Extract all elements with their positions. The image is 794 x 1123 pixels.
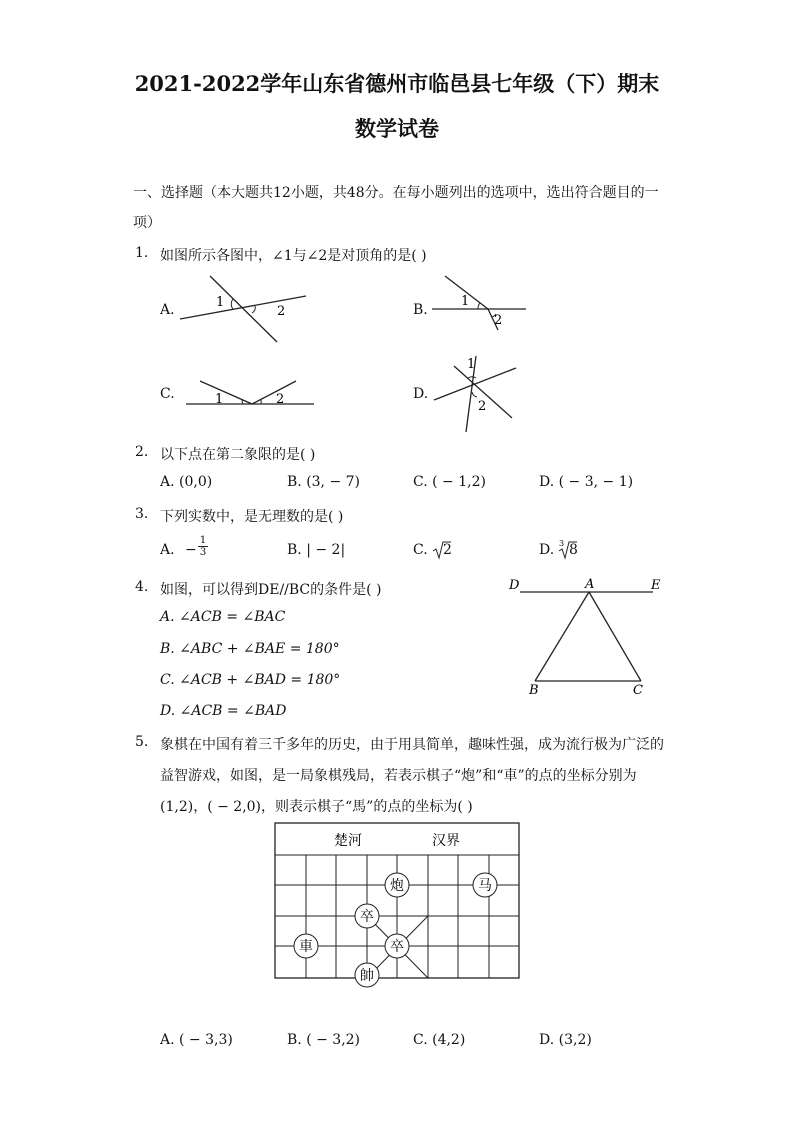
q5-line-3: (1,2)，( − 2,0)，则表示棋子“馬”的点的坐标为( ) (160, 799, 473, 815)
q4-figure (505, 572, 675, 702)
q1b-label-2: 2 (494, 313, 503, 328)
piece-ju (294, 934, 318, 958)
q2-option-b: B. (3, − 7) (287, 474, 361, 490)
board-river-right: 汉界 (432, 833, 460, 849)
q5-option-c: C. (4,2) (413, 1032, 466, 1048)
q4-point-b: B (529, 683, 539, 698)
piece-pao (385, 873, 409, 897)
q1c-label-2: 2 (276, 392, 285, 407)
q4-point-d: D (509, 578, 520, 593)
q2-option-c: C. ( − 1,2) (413, 474, 486, 490)
q3-option-c-radicand: 2 (443, 542, 452, 558)
piece-ma (473, 873, 497, 897)
q4-number: 4. (135, 579, 149, 595)
q4-stem: 如图，可以得到DE//BC的条件是( ) (160, 582, 382, 598)
q1-number: 1. (135, 245, 149, 261)
q5-chess-board (270, 820, 524, 990)
q1-option-b-label: B. (413, 302, 428, 318)
piece-zu-2 (385, 934, 409, 958)
q3-option-d-label: D. (539, 542, 555, 558)
q1-figure-d (432, 350, 522, 435)
q1-option-a-label: A. (160, 302, 175, 318)
q3-option-a-label: A. (160, 542, 175, 558)
q1b-label-1: 1 (461, 294, 470, 309)
q3-option-a-sign: − (185, 542, 197, 558)
section-header: 一、选择题（本大题共12小题，共48分。在每小题列出的选项中，选出符合题目的一 (133, 185, 659, 201)
piece-shuai (355, 963, 379, 987)
q3-fraction-den: 3 (199, 547, 207, 558)
q3-number: 3. (135, 506, 149, 522)
q5-line-2: 益智游戏，如图，是一局象棋残局，若表示棋子“炮”和“車”的点的坐标分别为 (160, 768, 637, 784)
q2-option-d: D. ( − 3, − 1) (539, 474, 634, 490)
svg-text:帥: 帥 (360, 968, 374, 984)
q4-point-a: A (585, 577, 595, 592)
q1-option-c-label: C. (160, 386, 175, 402)
q2-number: 2. (135, 444, 149, 460)
page-title: 2021-2022学年山东省德州市临邑县七年级（下）期末 (134, 71, 660, 96)
q1-option-d-label: D. (413, 386, 429, 402)
q1-figure-c (180, 372, 320, 412)
q3-cbrt-index: 3 (559, 539, 565, 548)
q3-option-c-label: C. (413, 542, 428, 558)
q5-option-b: B. ( − 3,2) (287, 1032, 361, 1048)
svg-text:卒: 卒 (360, 909, 374, 925)
q1-figure-a (180, 268, 310, 348)
q3-stem: 下列实数中，是无理数的是( ) (160, 509, 344, 525)
q1-stem: 如图所示各图中，∠1与∠2是对顶角的是( ) (160, 248, 427, 264)
svg-text:卒: 卒 (390, 939, 404, 955)
q3-option-b: B. | − 2| (287, 542, 346, 558)
q1c-label-1: 1 (215, 392, 224, 407)
q2-option-a: A. (0,0) (160, 474, 213, 490)
q4-option-b: B. ∠ABC + ∠BAE = 180° (160, 641, 340, 657)
q1a-label-1: 1 (216, 295, 225, 310)
q3-fraction (198, 535, 208, 558)
q4-point-c: C (633, 683, 643, 698)
svg-text:炮: 炮 (390, 878, 404, 894)
q3-fraction-num: 1 (199, 535, 207, 546)
q4-option-d: D. ∠ACB = ∠BAD (160, 703, 287, 719)
section-header-cont: 项） (133, 215, 161, 231)
q4-option-a: A. ∠ACB = ∠BAC (160, 609, 286, 625)
q5-option-d: D. (3,2) (539, 1032, 592, 1048)
q1-figure-b (430, 268, 540, 338)
piece-zu-1 (355, 904, 379, 928)
q5-line-1: 象棋在中国有着三千多年的历史，由于用具简单，趣味性强，成为流行极为广泛的 (160, 737, 664, 753)
q1d-label-2: 2 (478, 399, 487, 414)
q1a-label-2: 2 (277, 304, 286, 319)
q4-option-c: C. ∠ACB + ∠BAD = 180° (160, 672, 341, 688)
board-river-left: 楚河 (334, 833, 362, 849)
q1d-label-1: 1 (467, 357, 476, 372)
svg-text:車: 車 (299, 939, 313, 955)
q4-point-e: E (651, 578, 661, 593)
q5-number: 5. (135, 734, 149, 750)
svg-text:马: 马 (478, 878, 492, 894)
q3-option-d-radicand: 8 (569, 542, 578, 558)
q5-option-a: A. ( − 3,3) (160, 1032, 233, 1048)
page-subtitle: 数学试卷 (355, 116, 439, 141)
q2-stem: 以下点在第二象限的是( ) (160, 447, 316, 463)
